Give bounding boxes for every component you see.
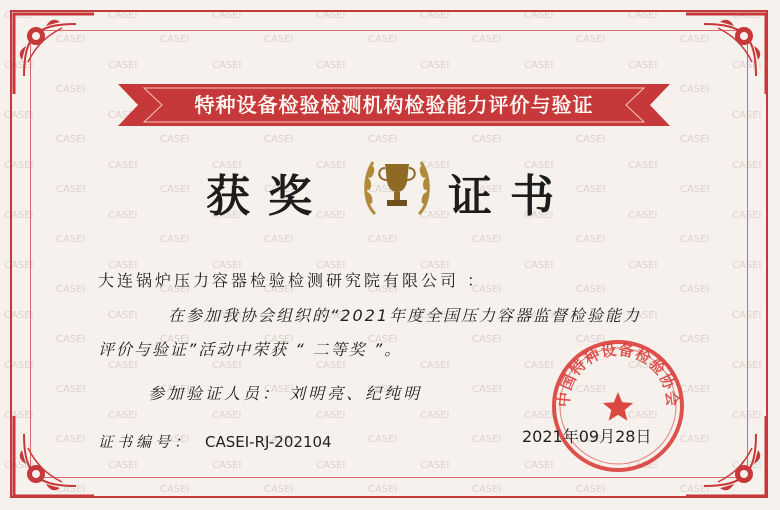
certificate-number-value: CASEI-RJ-202104	[205, 433, 332, 451]
corner-ornament-top-right	[679, 6, 774, 101]
body-line-2: 评价与验证”活动中荣获 “ 二等奖 ”。	[98, 340, 403, 359]
heading-award: 获奖	[206, 171, 330, 222]
seal-stamp	[548, 336, 688, 476]
seal-star-icon	[603, 392, 633, 421]
certificate-number-label: 证书编号：	[98, 433, 194, 451]
certificate-number	[98, 431, 332, 452]
participants-line: 参加验证人员： 刘明亮、纪纯明	[148, 384, 423, 403]
corner-ornament-top-left	[6, 6, 101, 101]
recipient-line: 大连锅炉压力容器检验检测研究院有限公司 ：	[98, 271, 487, 290]
body-line-1: 在参加我协会组织的“2021年度全国压力容器监督检验能力	[168, 306, 642, 325]
heading-certificate: 证书	[448, 171, 572, 222]
seal-text: 中国特种设备检验协会	[554, 340, 682, 408]
banner-title: 特种设备检验检测机构检验能力评价与验证	[194, 93, 594, 117]
corner-ornament-bottom-right	[679, 409, 774, 504]
corner-ornament-bottom-left	[6, 409, 101, 504]
issue-date: 2021年09月28日	[522, 427, 652, 446]
trophy-icon	[361, 154, 433, 220]
